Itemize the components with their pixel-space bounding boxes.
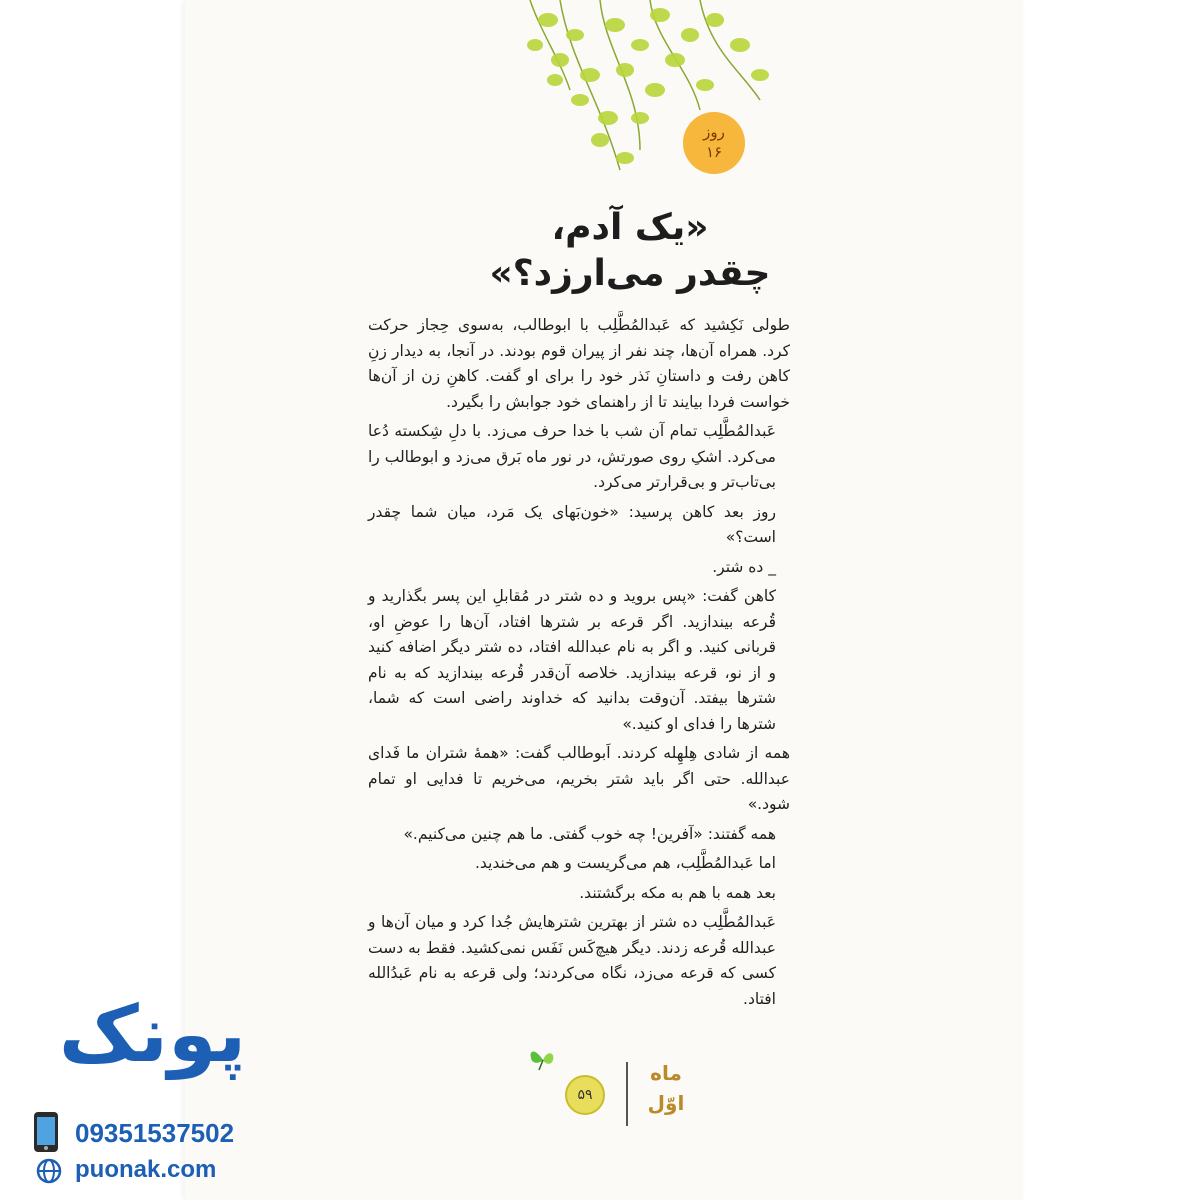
story-body (368, 313, 790, 1016)
month-label (636, 1058, 696, 1118)
paragraph: بعد همه با هم به مکه برگشتند. (579, 883, 776, 902)
watermark-site: puonak.com (75, 1156, 217, 1183)
footer-divider (626, 1062, 628, 1126)
month-label-line-1: ماه (650, 1061, 682, 1085)
paragraph: _ ده شتر. (712, 557, 776, 576)
paragraph: همه از شادی هِلهِله کردند. اَبوطالب گفت: «همهٔ شتران ما فَدای عبدالله. حتی اگر باید شتر بخریم، می‌خریم تا فدایی او تمام شود.» (368, 744, 790, 813)
paragraph: روز بعد کاهن پرسید: «خون‌بَهای یک مَرد، میان شما چقدر است؟» (368, 502, 776, 546)
page-number: ۵۹ (565, 1075, 605, 1115)
watermark-logo: پونک (58, 990, 247, 1080)
paragraph: کاهن گفت: «پس بروید و ده شتر در مُقابلِ این پسر بگذارید و قُرعه بیندازید. اگر قرعه بر شترها افتاد، آن‌ها را عوضِ او، قربانی کنید. و اگر به نام عبدالله افتاد، ده شتر دیگر اضافه کنید و از نو، قرعه بیندازید. خلاصه آن‌قدر قُرعه بیندازید که به نام شترها بیفتد. آن‌وقت بدانید که خداوند راضی است که شما، شترها را فدای او کنید.» (368, 587, 776, 733)
paragraph: اما عَبدالمُطَّلِب، هم می‌گریست و هم می‌خندید. (475, 854, 776, 872)
title-line-2: چقدر می‌ارزد؟» (489, 253, 771, 294)
day-number: ۱۶ (705, 143, 723, 161)
day-badge (683, 112, 745, 174)
day-label: روز (703, 123, 725, 141)
butterfly-icon (525, 1042, 561, 1078)
watermark-phone: 09351537502 (75, 1118, 235, 1148)
paragraph: عَبدالمُطَّلِب ده شتر از بهترین شترهایش جُدا کرد و میان آن‌ها و عبدالله قُرعه زدند. دیگر هیچ‌کَس نَفَس نمی‌کشید. فقط به دست کسی که قرعه می‌زد، نگاه می‌کردند؛ ولی قرعه به نام عَبدُالله افتاد. (368, 913, 776, 1008)
phone-icon (28, 1110, 64, 1154)
globe-icon (36, 1158, 62, 1184)
paragraph: عَبدالمُطَّلِب تمام آن شب با خدا حرف می‌زد. با دلِ شِکسته دُعا می‌کرد. اشکِ روی صورتش، در نور ماه بَرق می‌زد و ابوطالب را بی‌تاب‌تر و بی‌قرارتر می‌کرد. (368, 422, 776, 491)
paragraph: همه گفتند: «آفرین! چه خوب گفتی. ما هم چنین می‌کنیم.» (403, 824, 776, 843)
title-line-1: «یک آدم، (551, 207, 709, 248)
month-label-line-2: اوّل (647, 1091, 685, 1115)
paragraph: طولی نَکِشید که عَبدالمُطَّلِب با ابوطالب، به‌سوی حِجاز حرکت کرد. همراه آن‌ها، چند نفر از پیران قوم بودند. در آنجا، به دیدار زنِ کاهن رفت و داستانِ نَذر خود را برای او گفت. کاهنِ زن از آن‌ها خواست فردا بیایند تا از راهنمای خود جوابش را بگیرد. (368, 316, 790, 411)
page-title (420, 205, 840, 297)
